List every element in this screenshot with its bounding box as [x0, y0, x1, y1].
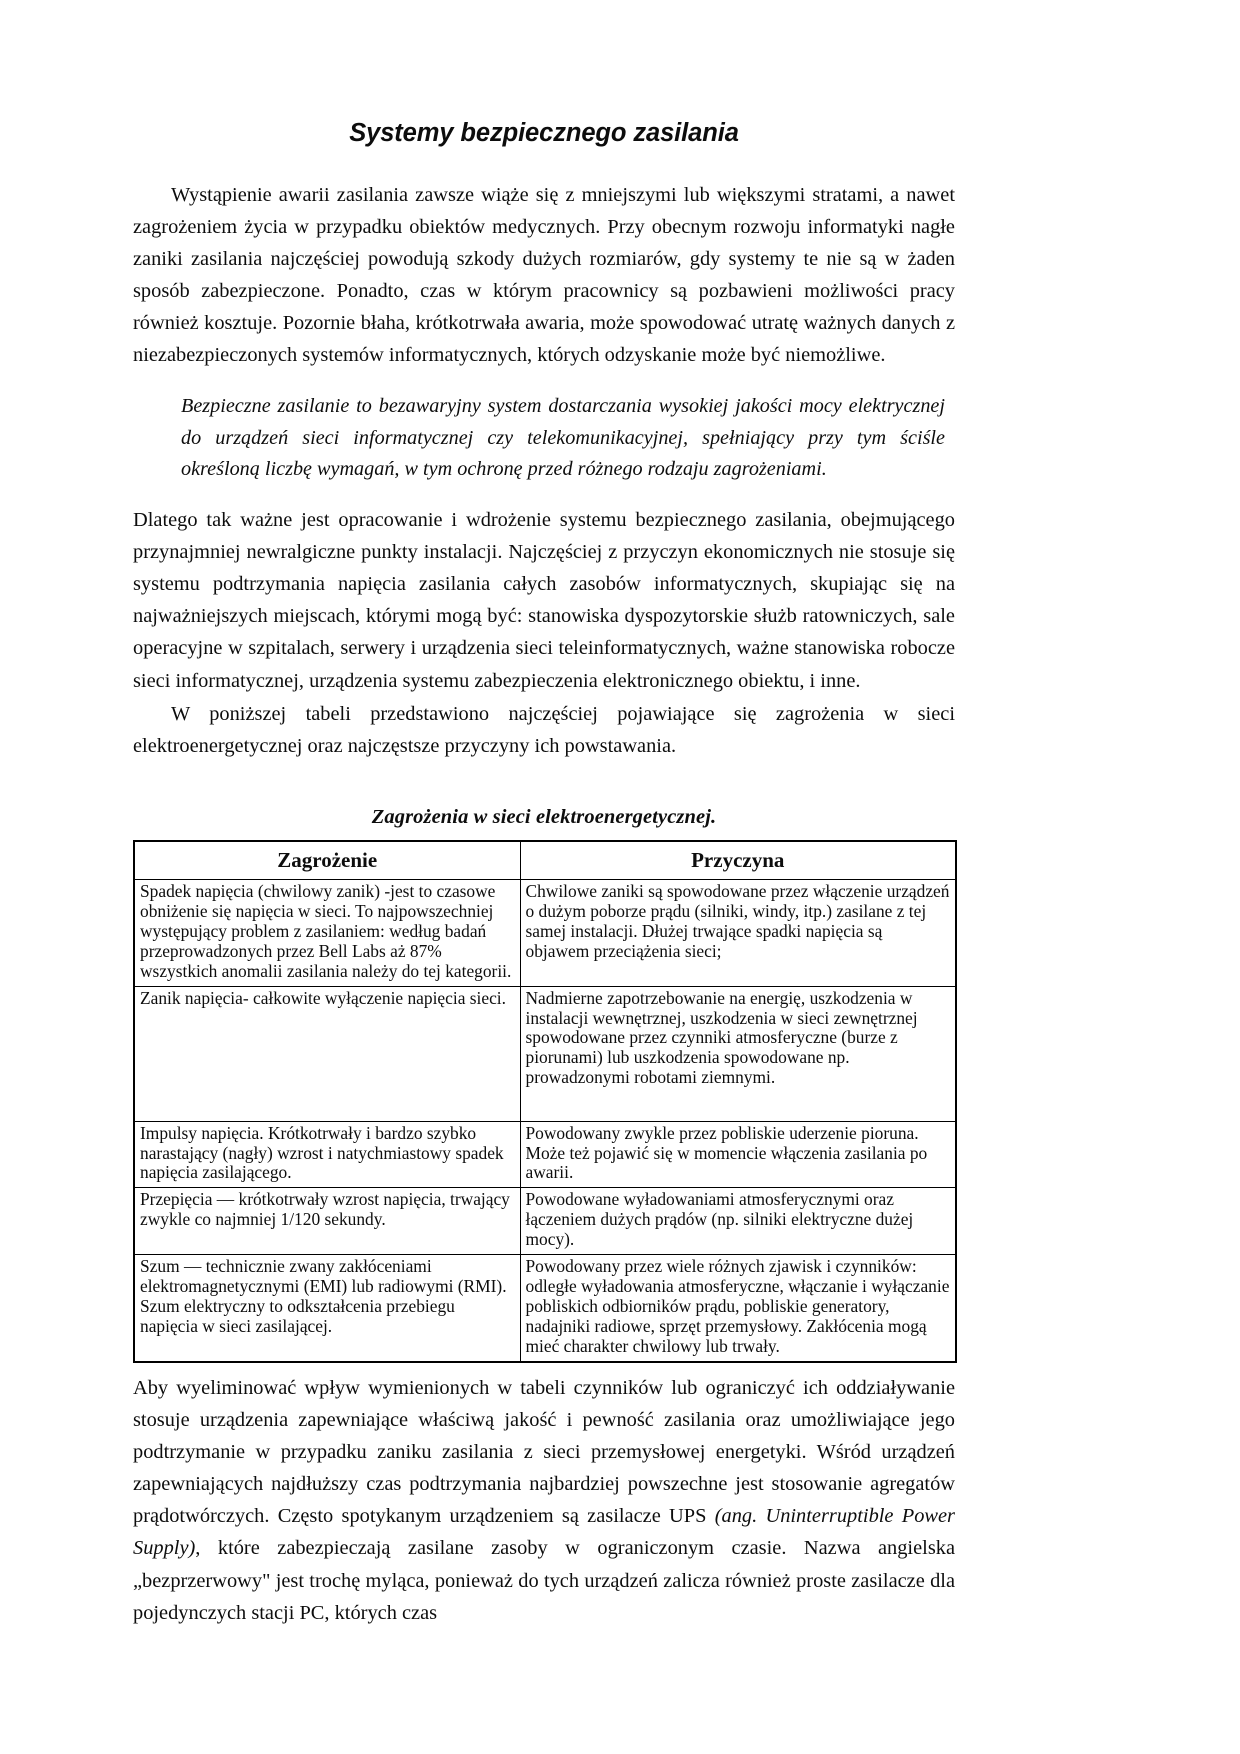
paragraph-body-2: Dlatego tak ważne jest opracowanie i wdrożenie systemu bezpiecznego zasilania, obejmującego przynajmniej newralgiczne punkty instalacji. Najczęściej z przyczyn ekonomicznych nie stosuje się systemu podtrzymania napięcia zasilania całych zasobów informatycznych, skupiając się na najważniejszych miejscach, którymi mogą być: stanowiska dyspozytorskie służb ratowniczych, sale operacyjne w szpitalach, serwery i urządzenia sieci teleinformatycznych, ważne stanowiska robocze sieci informatycznej, urządzenia systemu zabezpieczenia elektronicznego obiektu, i inne. — [133, 508, 955, 692]
table-header-threat: Zagrożenie — [134, 841, 520, 880]
table-cell-threat: Szum — technicznie zwany zakłóceniami elektromagnetycznymi (EMI) lub radiowymi (RMI). Szum elektryczny to odkształcenia przebiegu napięcia w sieci zasilającej. — [134, 1255, 520, 1362]
table-header-cause: Przyczyna — [520, 841, 956, 880]
threats-table — [133, 840, 957, 1363]
paragraph-body-3: W poniższej tabeli przedstawiono najczęściej pojawiające się zagrożenia w sieci elektroenergetycznej oraz najczęstsze przyczyny ich powstawania. — [133, 702, 955, 757]
table-row — [134, 986, 956, 1121]
table-cell-cause: Nadmierne zapotrzebowanie na energię, uszkodzenia w instalacji wewnętrznej, uszkodzenia w sieci zewnętrznej spowodowane przez czynniki atmosferyczne (burze z piorunami) lub uszkodzenia spowodowane np. prowadzonymi robotami ziemnymi. — [520, 986, 956, 1121]
table-cell-cause: Powodowany przez wiele różnych zjawisk i czynników: odległe wyładowania atmosferyczne, włączanie i wyłączanie pobliskich odbiorników prądu, pobliskie generatory, nadajniki radiowe, sprzęt przemysłowy. Zakłócenia mogą mieć charakter chwilowy lub trwały. — [520, 1255, 956, 1362]
table-caption: Zagrożenia w sieci elektroenergetycznej. — [371, 805, 717, 828]
table-row — [134, 880, 956, 987]
paragraph-intro: Wystąpienie awarii zasilania zawsze wiąże się z mniejszymi lub większymi stratami, a nawet zagrożeniem życia w przypadku obiektów medycznych. Przy obecnym rozwoju informatyki nagłe zaniki zasilania najczęściej powodują szkody dużych rozmiarów, gdy systemy te nie są w żaden sposób zabezpieczone. Ponadto, czas w którym pracownicy są pozbawieni możliwości pracy również kosztuje. Pozornie błaha, krótkotrwała awaria, może spowodować utratę ważnych danych z niezabezpieczonych systemów informatycznych, których odzyskanie może być niemożliwe. — [133, 183, 955, 367]
table-head — [134, 841, 956, 880]
page-content — [133, 118, 955, 1629]
table-cell-cause: Chwilowe zaniki są spowodowane przez włączenie urządzeń o dużym poborze prądu (silniki, windy, itp.) zasilane z tej samej instalacji. Dłużej trwające spadki napięcia są objawem przeciążenia sieci; — [520, 880, 956, 987]
table-row — [134, 1188, 956, 1255]
page-title: Systemy bezpiecznego zasilania — [349, 119, 739, 147]
closing-text-italic: (ang. Uninterruptible Power Supply) — [133, 1505, 955, 1560]
table-header-row — [134, 841, 956, 880]
table-cell-cause: Powodowane wyładowaniami atmosferycznymi oraz łączeniem dużych prądów (np. silniki elektryczne dużej mocy). — [520, 1188, 956, 1255]
closing-text-part-1: Aby wyeliminować wpływ wymienionych w tabeli czynników lub ograniczyć ich oddziaływanie stosuje urządzenia zapewniające właściwą jakość i pewność zasilania oraz umożliwiające jego podtrzymanie w przypadku zaniku zasilania z sieci przemysłowej energetyki. Wśród urządzeń zapewniających najdłuższy czas podtrzymania najbardziej powszechne jest stosowanie agregatów prądotwórczych. Często spotykanym urządzeniem są zasilacze UPS — [133, 1376, 955, 1528]
closing-text-part-2: , które zabezpieczają zasilane zasoby w ograniczonym czasie. Nazwa angielska „bezprzerwowy" jest trochę myląca, ponieważ do tych urządzeń zalicza również proste zasilacze dla pojedynczych stacji PC, których czas — [133, 1537, 955, 1624]
table-body — [134, 880, 956, 1362]
table-cell-cause: Powodowany zwykle przez pobliskie uderzenie pioruna. Może też pojawić się w momencie włączenia zasilania po awarii. — [520, 1121, 956, 1188]
definition-text: Bezpieczne zasilanie to bezawaryjny system dostarczania wysokiej jakości mocy elektrycznej do urządzeń sieci informatycznej czy telekomunikacyjnej, spełniający przy tym ściśle określoną liczbę wymagań, w tym ochronę przed różnego rodzaju zagrożeniami. — [181, 395, 945, 481]
paragraph-closing — [133, 1372, 955, 1629]
definition-blockquote — [133, 391, 955, 486]
table-cell-threat: Spadek napięcia (chwilowy zanik) -jest to czasowe obniżenie się napięcia w sieci. To najpowszechniej występujący problem z zasilaniem: według badań przeprowadzonych przez Bell Labs aż 87% wszystkich anomalii zasilania należy do tej kategorii. — [134, 880, 520, 987]
table-row — [134, 1121, 956, 1188]
table-cell-threat: Zanik napięcia- całkowite wyłączenie napięcia sieci. — [134, 986, 520, 1121]
table-cell-threat: Impulsy napięcia. Krótkotrwały i bardzo szybko narastający (nagły) wzrost i natychmiastowy spadek napięcia zasilającego. — [134, 1121, 520, 1188]
table-cell-threat: Przepięcia — krótkotrwały wzrost napięcia, trwający zwykle co najmniej 1/120 sekundy. — [134, 1188, 520, 1255]
table-row — [134, 1255, 956, 1362]
